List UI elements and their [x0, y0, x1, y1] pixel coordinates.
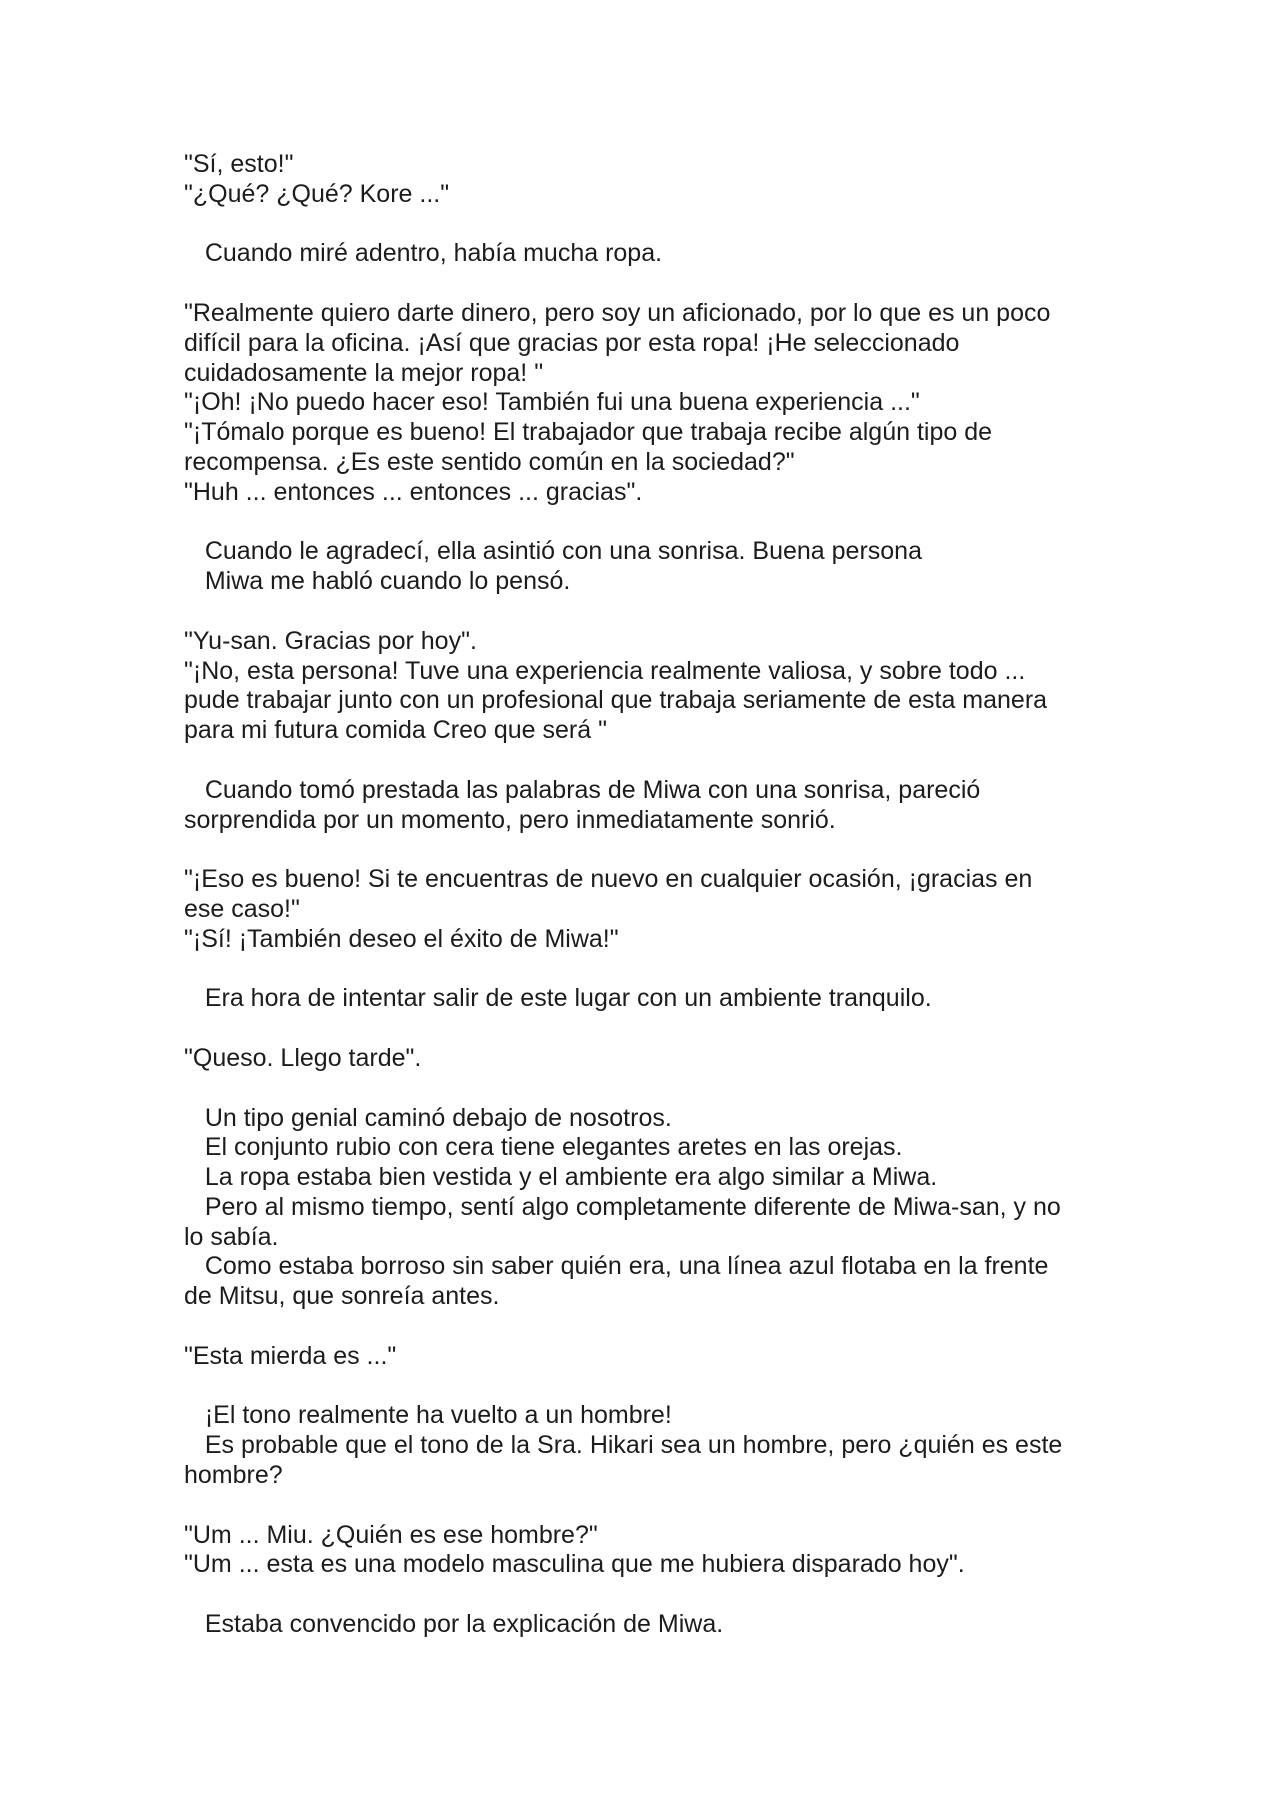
text-line: pude trabajar junto con un profesional que trabaja seriamente de esta manera	[184, 686, 1048, 715]
blank-line	[184, 1491, 1124, 1521]
blank-line	[184, 955, 1124, 985]
text-line: cuidadosamente la mejor ropa! "	[184, 358, 544, 387]
blank-line	[184, 597, 1124, 627]
text-line: ¡El tono realmente ha vuelto a un hombre!	[184, 1401, 672, 1430]
blank-line	[184, 269, 1124, 299]
text-line: Un tipo genial caminó debajo de nosotros.	[184, 1103, 672, 1132]
text-line: de Mitsu, que sonreía antes.	[184, 1282, 500, 1311]
text-line: Estaba convencido por la explicación de Miwa.	[184, 1610, 724, 1639]
text-line: Es probable que el tono de la Sra. Hikari sea un hombre, pero ¿quién es este	[184, 1431, 1063, 1460]
text-line: Cuando miré adentro, había mucha ropa.	[184, 239, 663, 268]
text-line: "Huh ... entonces ... entonces ... gracias".	[184, 477, 643, 506]
document-page	[184, 150, 1124, 1640]
text-line: sorprendida por un momento, pero inmediatamente sonrió.	[184, 805, 836, 834]
text-line: recompensa. ¿Es este sentido común en la sociedad?"	[184, 447, 795, 476]
blank-line	[184, 1014, 1124, 1044]
blank-line	[184, 1312, 1124, 1342]
text-line: Como estaba borroso sin saber quién era, una línea azul flotaba en la frente	[184, 1252, 1049, 1281]
text-line: La ropa estaba bien vestida y el ambiente era algo similar a Miwa.	[184, 1163, 938, 1192]
text-line: "Realmente quiero darte dinero, pero soy un aficionado, por lo que es un poco	[184, 298, 1051, 327]
text-line: "Um ... Miu. ¿Quién es ese hombre?"	[184, 1520, 598, 1549]
text-line: Cuando le agradecí, ella asintió con una sonrisa. Buena persona	[184, 537, 922, 566]
text-line: Miwa me habló cuando lo pensó.	[184, 567, 571, 596]
blank-line	[184, 835, 1124, 865]
text-line: ese caso!"	[184, 894, 300, 923]
blank-line	[184, 210, 1124, 240]
text-line: "¡Sí! ¡También deseo el éxito de Miwa!"	[184, 924, 619, 953]
text-line: lo sabía.	[184, 1222, 279, 1251]
text-line: "Yu-san. Gracias por hoy".	[184, 626, 477, 655]
text-line: "¡Eso es bueno! Si te encuentras de nuevo en cualquier ocasión, ¡gracias en	[184, 865, 1033, 894]
text-line: Era hora de intentar salir de este lugar con un ambiente tranquilo.	[184, 984, 932, 1013]
text-line: El conjunto rubio con cera tiene elegantes aretes en las orejas.	[184, 1133, 903, 1162]
text-line: "¡Oh! ¡No puedo hacer eso! También fui una buena experiencia ..."	[184, 388, 920, 417]
text-line: "Esta mierda es ..."	[184, 1341, 397, 1370]
blank-line	[184, 1372, 1124, 1402]
text-line: "¡Tómalo porque es bueno! El trabajador que trabaja recibe algún tipo de	[184, 418, 993, 447]
blank-line	[184, 508, 1124, 538]
text-line: "¿Qué? ¿Qué? Kore ..."	[184, 179, 450, 208]
text-line: "¡No, esta persona! Tuve una experiencia realmente valiosa, y sobre todo ...	[184, 656, 1026, 685]
text-line: Cuando tomó prestada las palabras de Miwa con una sonrisa, pareció	[184, 775, 981, 804]
text-line: difícil para la oficina. ¡Así que gracias por esta ropa! ¡He seleccionado	[184, 328, 960, 357]
text-line: "Sí, esto!"	[184, 150, 294, 178]
blank-line	[184, 1580, 1124, 1610]
text-line: "Um ... esta es una modelo masculina que me hubiera disparado hoy".	[184, 1550, 965, 1579]
blank-line	[184, 746, 1124, 776]
blank-line	[184, 1074, 1124, 1104]
text-line: hombre?	[184, 1461, 283, 1490]
text-line: Pero al mismo tiempo, sentí algo completamente diferente de Miwa-san, y no	[184, 1192, 1061, 1221]
text-line: "Queso. Llego tarde".	[184, 1043, 422, 1072]
text-line: para mi futura comida Creo que será "	[184, 716, 607, 745]
